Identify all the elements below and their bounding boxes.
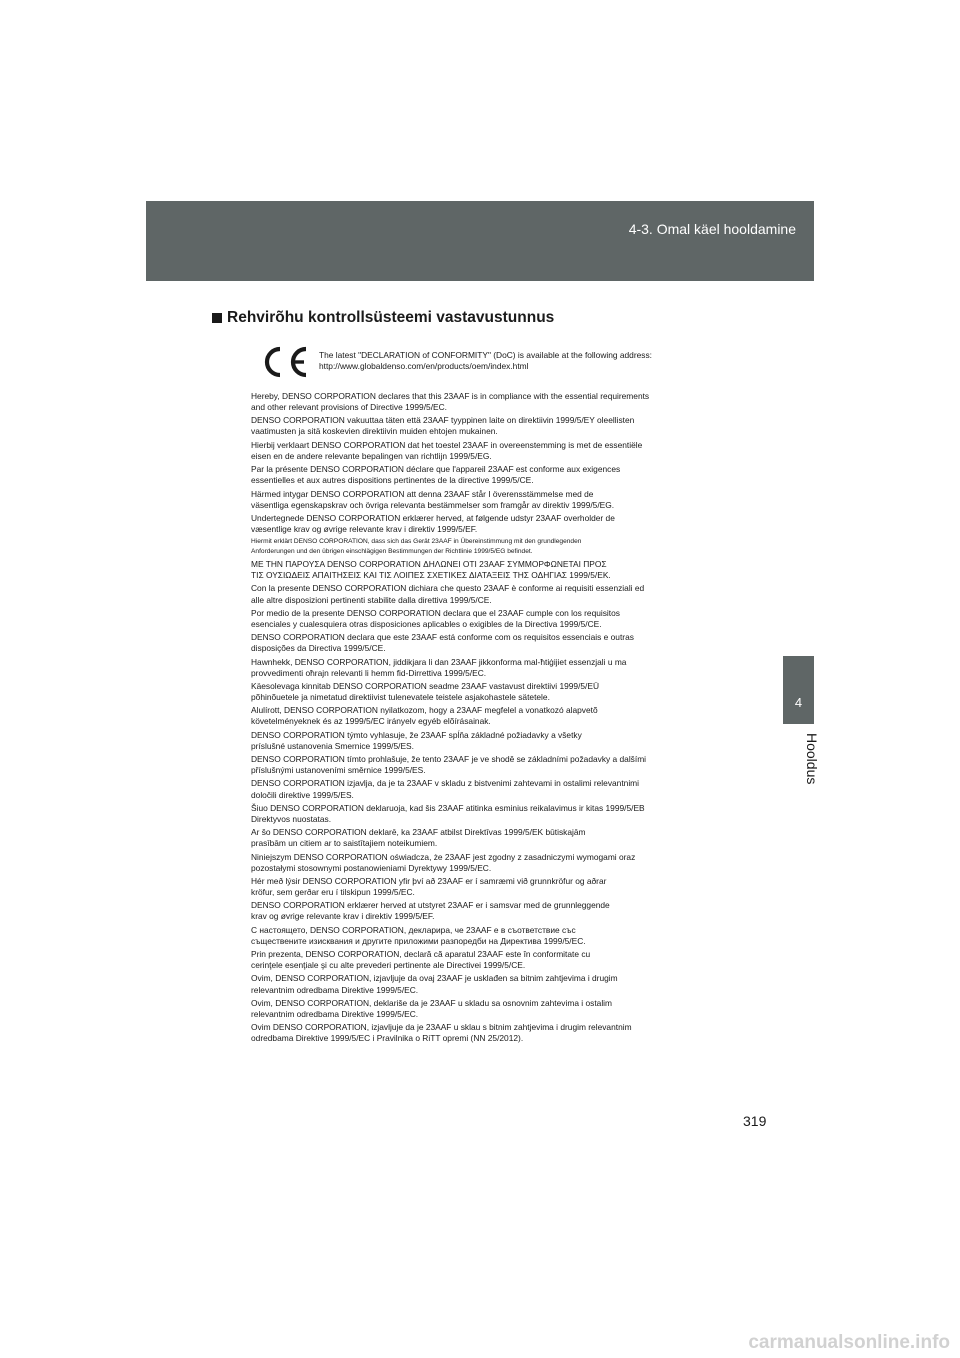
declaration-mt: Hawnhekk, DENSO CORPORATION, jiddikjara li dan 23AAF jikkonforma mal-ħtiġijiet essenzjali u ma provvedimenti oħrajn relevanti li hemm fid-Dirrettiva 1999/5/EC. [251, 656, 627, 678]
declaration-is: Hér með lýsir DENSO CORPORATION yfir því að 23AAF er í samræmi við grunnkröfur og aðrar kröfur, sem gerðar eru í tilskipun 1999/5/EC. [251, 875, 607, 898]
declaration-hr-2: Ovim DENSO CORPORATION, izjavljuje da je 23AAF u sklau s bitnim zahtjevima i drugim relevantnim odredbama Direktive 1999/5/EC i Pravilnika o RiTT opremi (NN 25/2012). [251, 1022, 632, 1044]
declaration-sv: Härmed intygar DENSO CORPORATION att denna 23AAF står I överensstämmelse med de väsentliga egenskapskrav och övriga relevanta bestämmelser som framgår av direktiv 1999/5/EG. [251, 488, 615, 510]
declaration-pl: Niniejszym DENSO CORPORATION oświadcza, że 23AAF jest zgodny z zasadniczymi wymogami oraz pozostałymi stosownymi postanowieniami Dyrektywy 1999/5/EC. [251, 851, 636, 873]
declaration-da: Undertegnede DENSO CORPORATION erklærer herved, at følgende udstyr 23AAF overholder de væsentlige krav og øvrige relevante krav i direktiv 1999/5/EF. [251, 512, 615, 534]
section-heading [212, 309, 554, 327]
declaration-fr: Par la présente DENSO CORPORATION déclare que l'appareil 23AAF est conforme aux exigences essentielles et aux autres dispositions pertinentes de la directive 1999/5/CE. [251, 464, 621, 486]
chapter-header-band [146, 201, 814, 281]
square-bullet-icon [212, 313, 222, 323]
declaration-cs: DENSO CORPORATION tímto prohlašuje, že tento 23AAF je ve shodě se základními požadavky a dalšími příslušnými ustanoveními směrnice 1999/5/ES. [251, 754, 647, 776]
chapter-number-tab [783, 656, 814, 724]
declaration-nl: Hierbij verklaart DENSO CORPORATION dat het toestel 23AAF in overeenstemming is met de essentiële eisen en de andere relevante bepalingen van richtlijn 1999/5/EG. [251, 439, 643, 461]
declaration-hr-1: Ovim, DENSO CORPORATION, izjavljuje da ovaj 23AAF je usklađen sa bitnim zahtjevima i drugim relevantnim odredbama Direktive 1999/5/EC. [251, 973, 618, 995]
chapter-number: 4 [794, 695, 803, 710]
declaration-lv: Ar šo DENSO CORPORATION deklarē, ka 23AAF atbilst Direktīvas 1999/5/EK būtiskajām prasībām un citiem ar to saistītajiem noteikumiem. [251, 827, 586, 849]
doc-availability-note [319, 350, 652, 372]
declaration-fi: DENSO CORPORATION vakuuttaa täten että 23AAF tyyppinen laite on direktiivin 1999/5/EY oleellisten vaatimusten ja sitä koskevien direktiivin muiden ehtojen mukainen. [251, 415, 635, 437]
section-title: Rehvirõhu kontrollsüsteemi vastavustunnus [227, 309, 555, 326]
declaration-bg: С настоящето, DENSO CORPORATION, декларира, че 23AAF е в съответствие със съществените изисквания и другите приложими разпоредби на Директива 1999/5/ЕС. [251, 924, 586, 946]
ce-mark-icon [258, 344, 310, 380]
declaration-pt: DENSO CORPORATION declara que este 23AAF está conforme com os requisitos essenciais e outras disposições da Directiva 1999/5/CE. [251, 632, 634, 654]
declaration-sk: DENSO CORPORATION týmto vyhlasuje, že 23AAF spĺňa základné požiadavky a všetky príslušné ustanovenia Smernice 1999/5/ES. [251, 729, 582, 751]
doc-note-line: The latest "DECLARATION of CONFORMITY" (DoC) is available at the following address: [319, 350, 652, 360]
page-number: 319 [743, 1113, 767, 1129]
declaration-el: ΜΕ ΤΗΝ ΠΑΡΟΥΣΑ DENSO CORPORATION ΔΗΛΩΝΕΙ ΟΤΙ 23AAF ΣΥΜΜΟΡΦΩΝΕΤΑΙ ΠΡΟΣ ΤΙΣ ΟΥΣΙΩΔΕΙΣ ΑΠΑΙΤΗΣΕΙΣ ΚΑΙ ΤΙΣ ΛΟΙΠΕΣ ΣΧΕΤΙΚΕΣ ΔΙΑΤΑΞΕΙΣ ΤΗΣ ΟΔΗΓΙΑΣ 1999/5/ΕΚ. [251, 559, 611, 581]
declarations-list [251, 391, 726, 1047]
declaration-sr: Ovim, DENSO CORPORATION, deklariše da je 23AAF u skladu sa osnovnim zahtevima i ostalim relevantnim odredbama Direktive 1999/5/EC. [251, 997, 613, 1019]
declaration-sl: DENSO CORPORATION izjavlja, da je ta 23AAF v skladu z bistvenimi zahtevami in ostalimi relevantnimi določili direktive 1999/5/ES. [251, 778, 640, 800]
declaration-et: Käesolevaga kinnitab DENSO CORPORATION seadme 23AAF vastavust direktiivi 1999/5/EÜ põhinõuetele ja nimetatud direktiivist tulenevatele teistele asjakohastele sätetele. [251, 680, 600, 703]
declaration-hu: Alulírott, DENSO CORPORATION nyilatkozom, hogy a 23AAF megfelel a vonatkozó alapvetõ követelményeknek és az 1999/5/EC irányelv egyéb elõírásainak. [251, 705, 598, 727]
declaration-de: Hiermit erklärt DENSO CORPORATION, dass sich das Gerät 23AAF in Übereinstimmung mit den grundlegenden Anforderungen und den übrigen einschlägigen Bestimmungen der Richtlinie 1999/5/EG befindet. [251, 538, 582, 555]
declaration-it: Con la presente DENSO CORPORATION dichiara che questo 23AAF è conforme ai requisiti essenziali ed alle altre disposizioni pertinenti stabilite dalla direttiva 1999/5/CE. [251, 583, 645, 605]
doc-url: http://www.globaldenso.com/en/products/oem/index.html [319, 361, 529, 371]
watermark: carmanualsonline.info [748, 1332, 950, 1353]
declaration-es: Por medio de la presente DENSO CORPORATION declara que el 23AAF cumple con los requisitos esenciales y cualesquiera otras disposiciones aplicables o exigibles de la Directiva 1999/5/CE. [251, 607, 620, 629]
declaration-no: DENSO CORPORATION erklærer herved at utstyret 23AAF er i samsvar med de grunnleggende krav og øvrige relevante krav i direktiv 1999/5/EF. [251, 900, 610, 922]
declaration-ro: Prin prezenta, DENSO CORPORATION, declară că aparatul 23AAF este în conformitate cu cerinţele esenţiale şi cu alte prevederi pertinente ale Directivei 1999/5/CE. [251, 949, 591, 971]
chapter-side-label: Hooldus [804, 733, 820, 785]
declaration-lt: Šiuo DENSO CORPORATION deklaruoja, kad šis 23AAF atitinka esminius reikalavimus ir kitas 1999/5/EB Direktyvos nuostatas. [251, 802, 645, 824]
declaration-en: Hereby, DENSO CORPORATION declares that this 23AAF is in compliance with the essential requirements and other relevant provisions of Directive 1999/5/EC. [251, 391, 650, 413]
chapter-title: 4-3. Omal käel hooldamine [628, 221, 796, 237]
